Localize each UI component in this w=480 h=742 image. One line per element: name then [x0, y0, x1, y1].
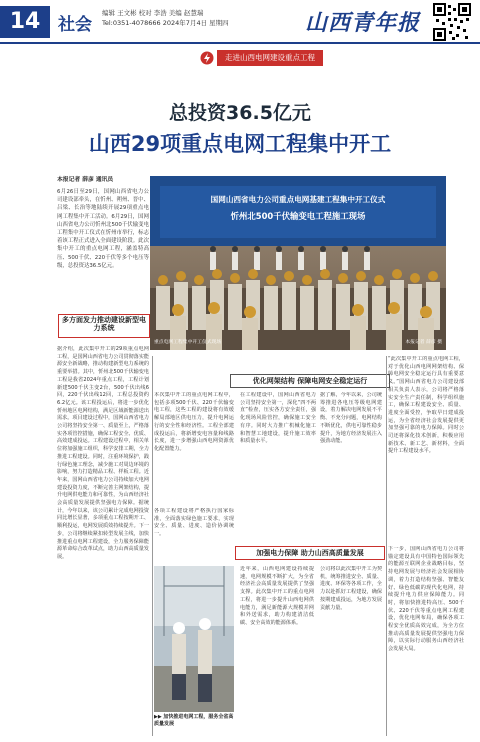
topic-banner [200, 50, 323, 66]
lead-paragraph: 6月26日至29日，国网山西省电力公司建设部牵头，在忻州、朔州、晋中、吕梁、长治等地陆续开展29项重点电网工程集中开工活动。6月29日，国网山西省电力公司忻州北500千伏输变电工程集中开工仪式在忻州市举行，标志着该工程正式进入全面建设阶段。此次集中开工的重点电网工程，涵盖特高压、500千伏、220千伏等多个电压等级，总投资达36.5亿元。 [57, 189, 149, 269]
page-header [0, 0, 480, 44]
byline: 本报记者 薛彦 通讯员 [57, 177, 114, 183]
article-column-5: “此次集中开工的重点电网工程，对于优化山西电网网架结构、保障电网安全稳定运行具有重要意义。”国网山西省电力公司建设部相关负责人表示，公司将严格落实安全生产责任制，科学组织施工，确保工程建设安全、质量、进度全面受控，争取早日建成投运，为全省经济社会发展提供更加坚强可靠的电力保障。同时公司还将深化技术创新，积极应用新技术、新工艺、新材料，全面提升工程建设水平。 [388, 356, 464, 455]
column-divider [386, 356, 387, 736]
article-column-7: 近年来，山西电网建设持续提速，电网规模不断扩大，为全省经济社会高质量发展提供了坚强支撑。此次集中开工的重点电网工程，将进一步提升山西电网供电能力，满足新能源大规模并网和外送需求，助力构建清洁低碳、安全高效的能源体系。 [240, 566, 314, 626]
lightning-icon [200, 51, 214, 65]
workers-photo [154, 566, 234, 712]
article-column-9: 下一步，国网山西省电力公司将锚定建设具有中国特色国际领先的能源互联网企业战略目标，坚持电网发展与经济社会发展相协调，着力打造结构坚强、智能友好、绿色低碳的现代化电网，持续提升电力供应保障能力。同时，将加快推进特高压、500千伏、220千伏等重点电网工程建设，优化电网布局，确保各项工程安全优质高效完成，为全方位推动高质量发展提供坚强电力保障，以实际行动服务山西经济社会发展大局。 [388, 546, 464, 653]
article-column-3: 在工程建设中，国网山西省电力公司坚持安全第一，深化“四不两直”检查，压实各方安全责任，强化现场风险管控，确保施工安全有序。同时大力推广机械化施工和智慧工地建设，提升施工效率和质量水平。 [240, 392, 316, 445]
article-column-2: 本次集中开工的重点电网工程中，包括多项500千伏、220千伏输变电工程，这些工程的建设将有效缓解局部地区供电压力，提升电网运行的安全性和经济性。工程全部建成投运后，将新增变电容量和线路长度，进一步增强山西电网资源优化配置能力。 [154, 392, 234, 452]
photo-banner-line1: 国网山西省电力公司重点电网基建工程集中开工仪式 [210, 195, 386, 204]
photo2-caption: ▶▶ 加快推进电网工程，服务全省高质量发展 [154, 714, 234, 727]
article-column-4: 据了解，今年以来，公司统筹推进各电压等级电网建设，着力解决电网发展不平衡、不充分问题，电网结构不断优化，供电可靠性稳步提升，为地方经济发展注入强劲动能。 [320, 392, 382, 445]
column-divider [152, 356, 153, 736]
article-column-8: 公司将以此次集中开工为契机，统筹推进安全、质量、进度、环保等各项工作，全力以赴抓好工程建设，确保按期建成投运，为地方发展贡献力量。 [320, 566, 382, 611]
headline-line1: 总投资36.5亿元 [169, 102, 311, 124]
subhead-grid-structure: 优化网架结构 保障电网安全稳定运行 [230, 374, 390, 388]
photo-caption [150, 338, 446, 345]
article-column-1: 据介绍，此次集中开工的29项重点电网工程，是国网山西省电力公司贯彻落实能源安全新战略，推动构建新型电力系统的重要举措。其中，忻州北500千伏输变电工程是我省2024年重点工程，工程计划新建500千伏主变2台，500千伏出线6回，220千伏出线12回，工程总投资约6.2亿元。该工程投运后，将进一步优化忻州地区电网结构，满足区域新能源送出需求。项目建设过程中，国网山西省电力公司将坚持安全第一、质量至上，严格落实各项管控措施，确保工程安全、优质、高效建成投运。工程建设过程中，相关单位将加强施工组织，科学安排工期，全力推进工程建设。同时，注重环境保护，践行绿色施工理念，减少施工对周边环境的影响，努力打造精品工程、样板工程。近年来，国网山西省电力公司持续加大电网建设投资力度，不断完善主网架结构，提升电网供电能力和可靠性，为山西经济社会高质量发展提供坚强电力保障。据统计，今年以来，该公司累计完成电网投资同比增长显著，多项重点工程按期开工、顺利投运，电网发展质效持续提升。下一步，公司将继续紧扣转型发展主线，加快推进重点电网工程建设，全力服务保障能源革命综合改革试点，助力山西高质量发展。 [57, 346, 149, 560]
banner-text: 走进山西电网建设重点工程 [217, 50, 323, 66]
page-number: 14 [0, 6, 50, 38]
main-photo [150, 176, 446, 350]
subhead-power-guarantee: 加强电力保障 助力山西高质量发展 [235, 546, 385, 560]
photo-caption-right: 本报记者 薛彦 摄 [405, 340, 442, 345]
lead-box [57, 176, 149, 300]
subhead-new-power-system: 多方面发力推动建设新型电力系统 [58, 314, 150, 338]
article-column-6: 各项工程建设将严格执行国家标准，全面落实绿色施工要求，实现安全、质量、进度、造价协调统一。 [154, 508, 234, 538]
photo-banner-line2: 忻州北500千伏输变电工程施工现场 [230, 211, 366, 221]
photo-caption-left: 重点电网工程集中开工仪式现场 [154, 340, 222, 345]
editor-line: 编辑 王文彬 校对 李浩 美编 赵慧瑞 [102, 9, 204, 17]
headline-line2: 山西29项重点电网工程集中开工 [88, 132, 392, 156]
secondary-photo [154, 566, 234, 712]
section-title: 社会 [58, 15, 92, 35]
masthead-logo: 山西青年报 [305, 10, 421, 36]
qr-code-icon [432, 2, 472, 42]
date-line: Tel:0351-4078666 2024年7月4日 星期四 [102, 19, 229, 27]
